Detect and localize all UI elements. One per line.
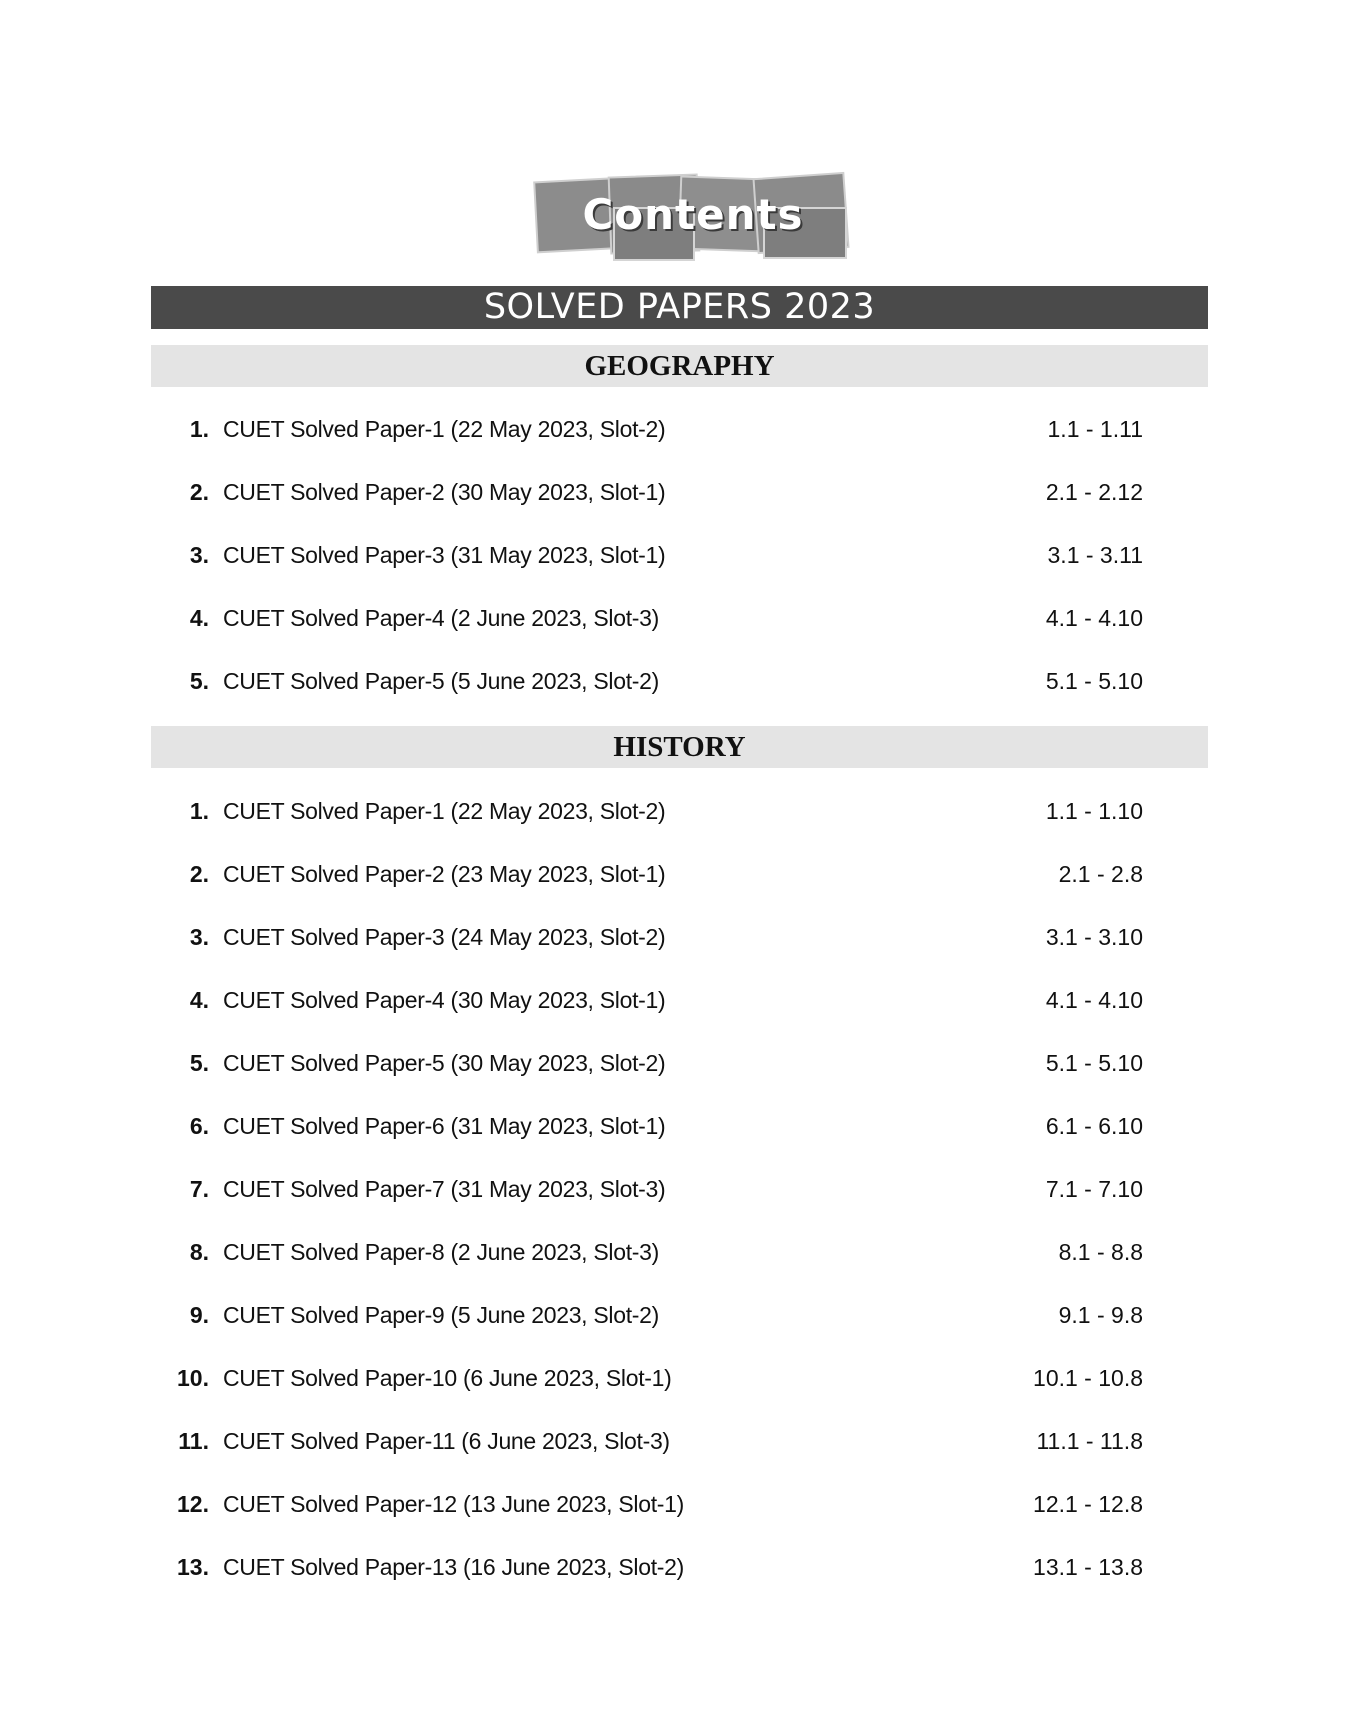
entry-title: CUET Solved Paper-10 (6 June 2023, Slot-1) bbox=[223, 1365, 672, 1391]
entry-page-range: 2.1 - 2.12 bbox=[1045, 479, 1143, 505]
contents-entry[interactable] bbox=[151, 651, 1208, 714]
contents-entry[interactable] bbox=[151, 1348, 1208, 1411]
section-heading-history: HISTORY bbox=[151, 726, 1208, 768]
entry-number: 2. bbox=[189, 479, 209, 505]
entry-title: CUET Solved Paper-2 (30 May 2023, Slot-1) bbox=[223, 479, 666, 505]
contents-logo bbox=[528, 168, 848, 268]
entry-page-range: 3.1 - 3.10 bbox=[1045, 924, 1143, 950]
entry-page-range: 4.1 - 4.10 bbox=[1045, 605, 1143, 631]
entry-number: 4. bbox=[189, 605, 209, 631]
entry-page-range: 6.1 - 6.10 bbox=[1045, 1113, 1143, 1139]
entry-page-range: 8.1 - 8.8 bbox=[1058, 1239, 1143, 1265]
entry-title: CUET Solved Paper-3 (31 May 2023, Slot-1) bbox=[223, 542, 666, 568]
contents-entry[interactable] bbox=[151, 1033, 1208, 1096]
entry-page-range: 4.1 - 4.10 bbox=[1045, 987, 1143, 1013]
entry-page-range: 1.1 - 1.11 bbox=[1047, 416, 1143, 442]
entry-page-range: 9.1 - 9.8 bbox=[1058, 1302, 1143, 1328]
entry-title: CUET Solved Paper-11 (6 June 2023, Slot-3) bbox=[223, 1428, 670, 1454]
entry-title: CUET Solved Paper-7 (31 May 2023, Slot-3) bbox=[223, 1176, 666, 1202]
contents-entry[interactable] bbox=[151, 1474, 1208, 1537]
entry-title: CUET Solved Paper-4 (2 June 2023, Slot-3) bbox=[223, 605, 660, 631]
entry-title: CUET Solved Paper-9 (5 June 2023, Slot-2) bbox=[223, 1302, 660, 1328]
history-contents-list bbox=[151, 781, 1208, 1600]
contents-entry[interactable] bbox=[151, 844, 1208, 907]
entry-page-range: 3.1 - 3.11 bbox=[1047, 542, 1143, 568]
entry-number: 1. bbox=[189, 416, 209, 442]
entry-title: CUET Solved Paper-1 (22 May 2023, Slot-2) bbox=[223, 416, 666, 442]
entry-page-range: 13.1 - 13.8 bbox=[1033, 1554, 1143, 1580]
entry-number: 3. bbox=[189, 542, 209, 568]
contents-entry[interactable] bbox=[151, 1096, 1208, 1159]
contents-entry[interactable] bbox=[151, 1222, 1208, 1285]
entry-page-range: 2.1 - 2.8 bbox=[1058, 861, 1143, 887]
entry-number: 4. bbox=[189, 987, 209, 1013]
entry-number: 10. bbox=[177, 1365, 209, 1391]
entry-page-range: 1.1 - 1.10 bbox=[1045, 798, 1143, 824]
entry-number: 5. bbox=[189, 1050, 209, 1076]
section-heading-geography: GEOGRAPHY bbox=[151, 345, 1208, 387]
entry-title: CUET Solved Paper-1 (22 May 2023, Slot-2) bbox=[223, 798, 666, 824]
entry-title: CUET Solved Paper-2 (23 May 2023, Slot-1) bbox=[223, 861, 666, 887]
entry-title: CUET Solved Paper-8 (2 June 2023, Slot-3) bbox=[223, 1239, 660, 1265]
entry-number: 5. bbox=[189, 668, 209, 694]
entry-number: 6. bbox=[189, 1113, 209, 1139]
contents-entry[interactable] bbox=[151, 970, 1208, 1033]
entry-number: 2. bbox=[189, 861, 209, 887]
contents-logo-text: Contents bbox=[582, 190, 804, 239]
entry-page-range: 5.1 - 5.10 bbox=[1045, 668, 1143, 694]
entry-title: CUET Solved Paper-5 (5 June 2023, Slot-2) bbox=[223, 668, 660, 694]
entry-title: CUET Solved Paper-12 (13 June 2023, Slot-1) bbox=[223, 1491, 684, 1517]
entry-number: 11. bbox=[178, 1428, 209, 1454]
entry-number: 7. bbox=[189, 1176, 209, 1202]
entry-page-range: 7.1 - 7.10 bbox=[1045, 1176, 1143, 1202]
contents-entry[interactable] bbox=[151, 1411, 1208, 1474]
contents-entry[interactable] bbox=[151, 1285, 1208, 1348]
entry-page-range: 5.1 - 5.10 bbox=[1045, 1050, 1143, 1076]
entry-title: CUET Solved Paper-13 (16 June 2023, Slot-2) bbox=[223, 1554, 684, 1580]
contents-entry[interactable] bbox=[151, 399, 1208, 462]
contents-entry[interactable] bbox=[151, 462, 1208, 525]
contents-entry[interactable] bbox=[151, 525, 1208, 588]
entry-number: 13. bbox=[177, 1554, 209, 1580]
contents-entry[interactable] bbox=[151, 781, 1208, 844]
contents-entry[interactable] bbox=[151, 907, 1208, 970]
entry-title: CUET Solved Paper-5 (30 May 2023, Slot-2) bbox=[223, 1050, 666, 1076]
contents-entry[interactable] bbox=[151, 1159, 1208, 1222]
entry-title: CUET Solved Paper-6 (31 May 2023, Slot-1) bbox=[223, 1113, 666, 1139]
contents-entry[interactable] bbox=[151, 1537, 1208, 1600]
solved-papers-banner: SOLVED PAPERS 2023 bbox=[151, 286, 1208, 329]
entry-title: CUET Solved Paper-4 (30 May 2023, Slot-1) bbox=[223, 987, 666, 1013]
entry-number: 9. bbox=[189, 1302, 209, 1328]
geography-contents-list bbox=[151, 399, 1208, 714]
entry-number: 8. bbox=[189, 1239, 209, 1265]
entry-number: 12. bbox=[177, 1491, 209, 1517]
contents-entry[interactable] bbox=[151, 588, 1208, 651]
entry-number: 3. bbox=[189, 924, 209, 950]
entry-page-range: 12.1 - 12.8 bbox=[1033, 1491, 1143, 1517]
entry-page-range: 11.1 - 11.8 bbox=[1036, 1428, 1143, 1454]
entry-title: CUET Solved Paper-3 (24 May 2023, Slot-2) bbox=[223, 924, 666, 950]
entry-number: 1. bbox=[189, 798, 209, 824]
entry-page-range: 10.1 - 10.8 bbox=[1033, 1365, 1143, 1391]
